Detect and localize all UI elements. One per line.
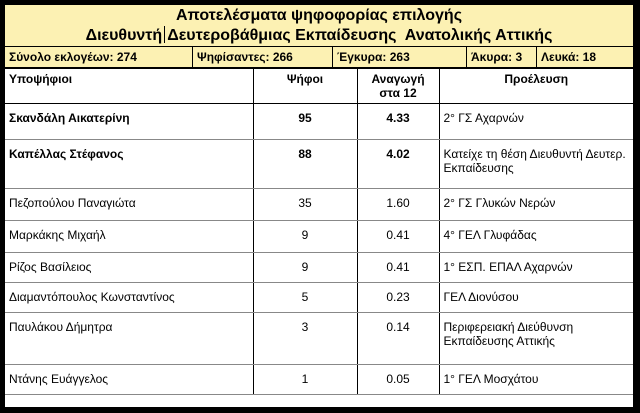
candidate-votes: 9 (253, 252, 357, 282)
table-row (5, 282, 633, 312)
candidate-ratio: 0.23 (357, 282, 439, 312)
candidate-name: Πεζοπούλου Παναγιώτα (5, 188, 253, 220)
candidate-origin: 4° ΓΕΛ Γλυφάδας (439, 220, 633, 252)
candidate-name: Ντάνης Ευάγγελος (5, 364, 253, 394)
candidate-ratio: 0.41 (357, 220, 439, 252)
candidate-name: Σκανδάλη Αικατερίνη (5, 103, 253, 139)
candidate-origin: 1° ΕΣΠ. ΕΠΑΛ Αχαρνών (439, 252, 633, 282)
candidate-origin: ΓΕΛ Διονύσου (439, 282, 633, 312)
candidate-name: Μαρκάκης Μιχαήλ (5, 220, 253, 252)
header-origin: Προέλευση (439, 69, 633, 103)
candidate-votes: 88 (253, 139, 357, 188)
stat-valid: Έγκυρα: 263 (333, 47, 467, 67)
table-row (5, 188, 633, 220)
header-ratio (357, 69, 439, 103)
candidate-origin: 2° ΓΣ Γλυκών Νερών (439, 188, 633, 220)
candidate-name: Ρίζος Βασίλειος (5, 252, 253, 282)
header-ratio-line2: στα 12 (379, 86, 417, 100)
title-separator (164, 26, 165, 43)
candidate-origin: Περιφερειακή Διεύθυνση Εκπαίδευσης Αττικής (439, 312, 633, 364)
candidate-votes: 95 (253, 103, 357, 139)
title-line2 (5, 26, 633, 46)
table-row (5, 139, 633, 188)
candidate-origin: 2° ΓΣ Αχαρνών (439, 103, 633, 139)
candidate-ratio: 1.60 (357, 188, 439, 220)
stats-bar (5, 47, 633, 69)
title-line2-left: Διευθυντή (85, 27, 163, 44)
candidate-votes: 1 (253, 364, 357, 394)
stat-voted: Ψηφίσαντες: 266 (193, 47, 333, 67)
title-line1: Αποτελέσματα ψηφοφορίας επιλογής (175, 7, 463, 24)
table-row (5, 103, 633, 139)
candidate-ratio: 0.05 (357, 364, 439, 394)
header-ratio-line1: Αναγωγή (371, 72, 425, 86)
candidate-name: Παυλάκου Δήμητρα (5, 312, 253, 364)
results-table (5, 69, 633, 395)
candidate-ratio: 0.14 (357, 312, 439, 364)
header-row (5, 69, 633, 103)
candidate-votes: 3 (253, 312, 357, 364)
results-sheet (4, 4, 634, 408)
candidate-name: Διαμαντόπουλος Κωνσταντίνος (5, 282, 253, 312)
candidate-origin: Κατείχε τη θέση Διευθυντή Δευτερ. Εκπαίδευσης (439, 139, 633, 188)
header-candidates: Υποψήφιοι (5, 69, 253, 103)
candidate-ratio: 0.41 (357, 252, 439, 282)
candidate-votes: 5 (253, 282, 357, 312)
candidate-votes: 9 (253, 220, 357, 252)
table-row (5, 312, 633, 364)
table-row (5, 364, 633, 394)
header-votes: Ψήφοι (253, 69, 357, 103)
candidate-ratio: 4.02 (357, 139, 439, 188)
stat-voters: Σύνολο εκλογέων: 274 (5, 47, 193, 67)
candidate-name: Καπέλλας Στέφανος (5, 139, 253, 188)
stat-blank: Λευκά: 18 (541, 50, 597, 64)
table-row (5, 252, 633, 282)
title-line2-right: Δευτεροβάθμιας Εκπαίδευσης Ανατολικής Αττικής (167, 27, 553, 44)
candidate-ratio: 4.33 (357, 103, 439, 139)
table-row (5, 220, 633, 252)
candidate-votes: 35 (253, 188, 357, 220)
stat-invalid: Άκυρα: 3 (467, 47, 537, 67)
candidate-origin: 1° ΓΕΛ Μοσχάτου (439, 364, 633, 394)
title-band (5, 5, 633, 47)
